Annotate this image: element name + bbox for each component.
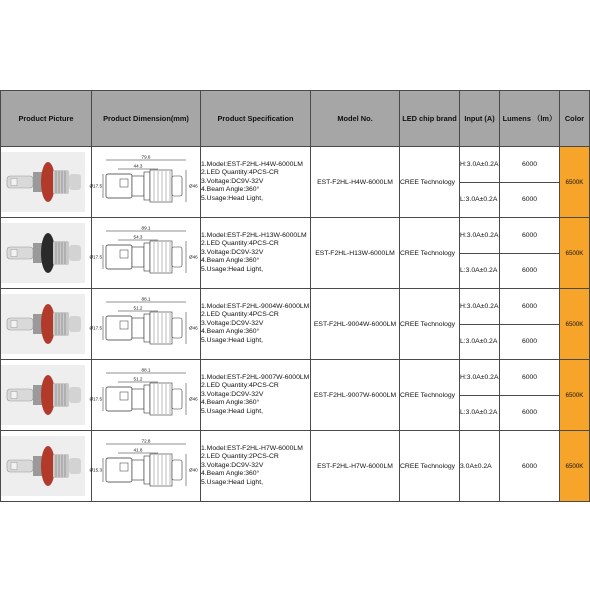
- dim-body-label: 51.2: [133, 305, 143, 311]
- bulb-photo-icon: [1, 365, 85, 425]
- spec-line: 3.Voltage:DC9V-32V: [201, 390, 264, 398]
- header-model: Model No.: [311, 91, 400, 147]
- model-number-cell: EST-F2HL-H7W-6000LM: [311, 431, 400, 502]
- product-row: [1, 431, 590, 502]
- spec-line: 4.Beam Angle:360°: [201, 328, 260, 336]
- dim-head-label: Ø40: [189, 467, 198, 473]
- dim-body-label: 41.8: [133, 447, 143, 453]
- bulb-photo-icon: [1, 223, 85, 283]
- spec-line: 1.Model:EST-F2HL-H13W-6000LM: [201, 231, 307, 239]
- input-current-cell: L:3.0A±0.2A: [460, 182, 500, 218]
- product-dimension-cell: [89, 360, 201, 431]
- product-picture-cell: [1, 147, 92, 218]
- product-row: [1, 147, 590, 183]
- color-temperature-cell: 6500K: [560, 360, 590, 431]
- spec-line: 1.Model:EST-F2HL-H4W-6000LM: [201, 160, 303, 168]
- spec-table: [0, 90, 590, 502]
- dim-body-label: 54.3: [133, 234, 143, 240]
- spec-line: 3.Voltage:DC9V-32V: [201, 319, 264, 327]
- dim-diameter-label: Ø15.3: [89, 467, 102, 473]
- header-lumens: Lumens （lm）: [500, 91, 560, 147]
- product-row: [1, 289, 590, 325]
- dim-total-label: 79.6: [141, 154, 151, 160]
- product-picture-cell: [1, 360, 92, 431]
- spec-line: 5.Usage:Head Light,: [201, 478, 263, 486]
- product-dimension-cell: [89, 289, 201, 360]
- dim-head-label: Ø46: [189, 183, 198, 189]
- input-current-cell: H:3.0A±0.2A: [460, 360, 500, 396]
- model-number-cell: EST-F2HL-9007W-6000LM: [311, 360, 400, 431]
- product-row: [1, 218, 590, 254]
- color-temperature-cell: 6500K: [560, 147, 590, 218]
- color-temperature-cell: 6500K: [560, 218, 590, 289]
- input-current-cell: L:3.0A±0.2A: [460, 253, 500, 289]
- spec-line: 1.Model:EST-F2HL-9004W-6000LM: [201, 302, 310, 310]
- spec-line: 3.Voltage:DC9V-32V: [201, 461, 264, 469]
- model-number-cell: EST-F2HL-H13W-6000LM: [311, 218, 400, 289]
- lumens-cell: 6000: [500, 218, 560, 254]
- bulb-photo-icon: [1, 152, 85, 212]
- product-row: [1, 360, 590, 396]
- product-picture-cell: [1, 431, 92, 502]
- product-picture-cell: [1, 218, 92, 289]
- product-dimension-cell: [89, 431, 201, 502]
- product-specification-cell: [201, 147, 311, 218]
- dim-diameter-label: Ø17.5: [89, 325, 102, 331]
- lumens-cell: 6000: [500, 431, 560, 502]
- lumens-cell: 6000: [500, 182, 560, 218]
- dim-diameter-label: Ø17.5: [89, 183, 102, 189]
- chip-brand-cell: CREE Technology: [400, 289, 460, 360]
- lumens-cell: 6000: [500, 395, 560, 431]
- input-current-cell: 3.0A±0.2A: [460, 431, 500, 502]
- spec-line: 5.Usage:Head Light,: [201, 194, 263, 202]
- input-current-cell: L:3.0A±0.2A: [460, 395, 500, 431]
- dim-total-label: 88.1: [141, 367, 151, 373]
- spec-line: 3.Voltage:DC9V-32V: [201, 177, 264, 185]
- header-chip: LED chip brand: [400, 91, 460, 147]
- product-specification-cell: [201, 218, 311, 289]
- header-row: [1, 91, 590, 147]
- header-color: Color: [560, 91, 590, 147]
- spec-line: 4.Beam Angle:360°: [201, 399, 260, 407]
- bulb-photo-icon: [1, 436, 85, 496]
- chip-brand-cell: CREE Technology: [400, 218, 460, 289]
- dimension-drawing: [89, 363, 198, 427]
- dimension-drawing: [89, 292, 198, 356]
- dim-diameter-label: Ø17.5: [89, 254, 102, 260]
- spec-line: 1.Model:EST-F2HL-H7W-6000LM: [201, 444, 303, 452]
- product-dimension-cell: [89, 218, 201, 289]
- color-temperature-cell: 6500K: [560, 431, 590, 502]
- dim-head-label: Ø46: [189, 325, 198, 331]
- dimension-drawing: [89, 434, 198, 498]
- spec-line: 2.LED Quantity:2PCS-CR: [201, 453, 279, 461]
- spec-line: 5.Usage:Head Light,: [201, 336, 263, 344]
- dim-total-label: 89.1: [141, 225, 151, 231]
- product-specification-cell: [201, 289, 311, 360]
- dim-diameter-label: Ø17.5: [89, 396, 102, 402]
- chip-brand-cell: CREE Technology: [400, 431, 460, 502]
- header-picture: Product Picture: [1, 91, 92, 147]
- header-specification: Product Specification: [201, 91, 311, 147]
- spec-line: 2.LED Quantity:4PCS-CR: [201, 169, 279, 177]
- lumens-cell: 6000: [500, 289, 560, 325]
- dim-body-label: 51.2: [133, 376, 143, 382]
- dimension-drawing: [89, 221, 198, 285]
- lumens-cell: 6000: [500, 324, 560, 360]
- header-dimension: Product Dimension(mm): [92, 91, 201, 147]
- chip-brand-cell: CREE Technology: [400, 360, 460, 431]
- spec-line: 3.Voltage:DC9V-32V: [201, 248, 264, 256]
- spec-line: 2.LED Quantity:4PCS-CR: [201, 311, 279, 319]
- lumens-cell: 6000: [500, 360, 560, 396]
- input-current-cell: H:3.0A±0.2A: [460, 218, 500, 254]
- model-number-cell: EST-F2HL-H4W-6000LM: [311, 147, 400, 218]
- dim-head-label: Ø46: [189, 254, 198, 260]
- bulb-photo-icon: [1, 294, 85, 354]
- dim-total-label: 88.1: [141, 296, 151, 302]
- spec-line: 1.Model:EST-F2HL-9007W-6000LM: [201, 373, 310, 381]
- model-number-cell: EST-F2HL-9004W-6000LM: [311, 289, 400, 360]
- header-input: Input (A): [460, 91, 500, 147]
- lumens-cell: 6000: [500, 147, 560, 183]
- spec-line: 4.Beam Angle:360°: [201, 470, 260, 478]
- chip-brand-cell: CREE Technology: [400, 147, 460, 218]
- spec-line: 4.Beam Angle:360°: [201, 186, 260, 194]
- product-specification-cell: [201, 360, 311, 431]
- spec-line: 2.LED Quantity:4PCS-CR: [201, 240, 279, 248]
- spec-line: 2.LED Quantity:4PCS-CR: [201, 382, 279, 390]
- spec-line: 5.Usage:Head Light,: [201, 265, 263, 273]
- product-specification-cell: [201, 431, 311, 502]
- input-current-cell: H:3.0A±0.2A: [460, 289, 500, 325]
- dim-total-label: 72.8: [141, 438, 151, 444]
- input-current-cell: L:3.0A±0.2A: [460, 324, 500, 360]
- dim-head-label: Ø46: [189, 396, 198, 402]
- spec-line: 4.Beam Angle:360°: [201, 257, 260, 265]
- product-dimension-cell: [89, 147, 201, 218]
- lumens-cell: 6000: [500, 253, 560, 289]
- dimension-drawing: [89, 150, 198, 214]
- dim-body-label: 44.3: [133, 163, 143, 169]
- product-picture-cell: [1, 289, 92, 360]
- color-temperature-cell: 6500K: [560, 289, 590, 360]
- input-current-cell: H:3.0A±0.2A: [460, 147, 500, 183]
- spec-line: 5.Usage:Head Light,: [201, 407, 263, 415]
